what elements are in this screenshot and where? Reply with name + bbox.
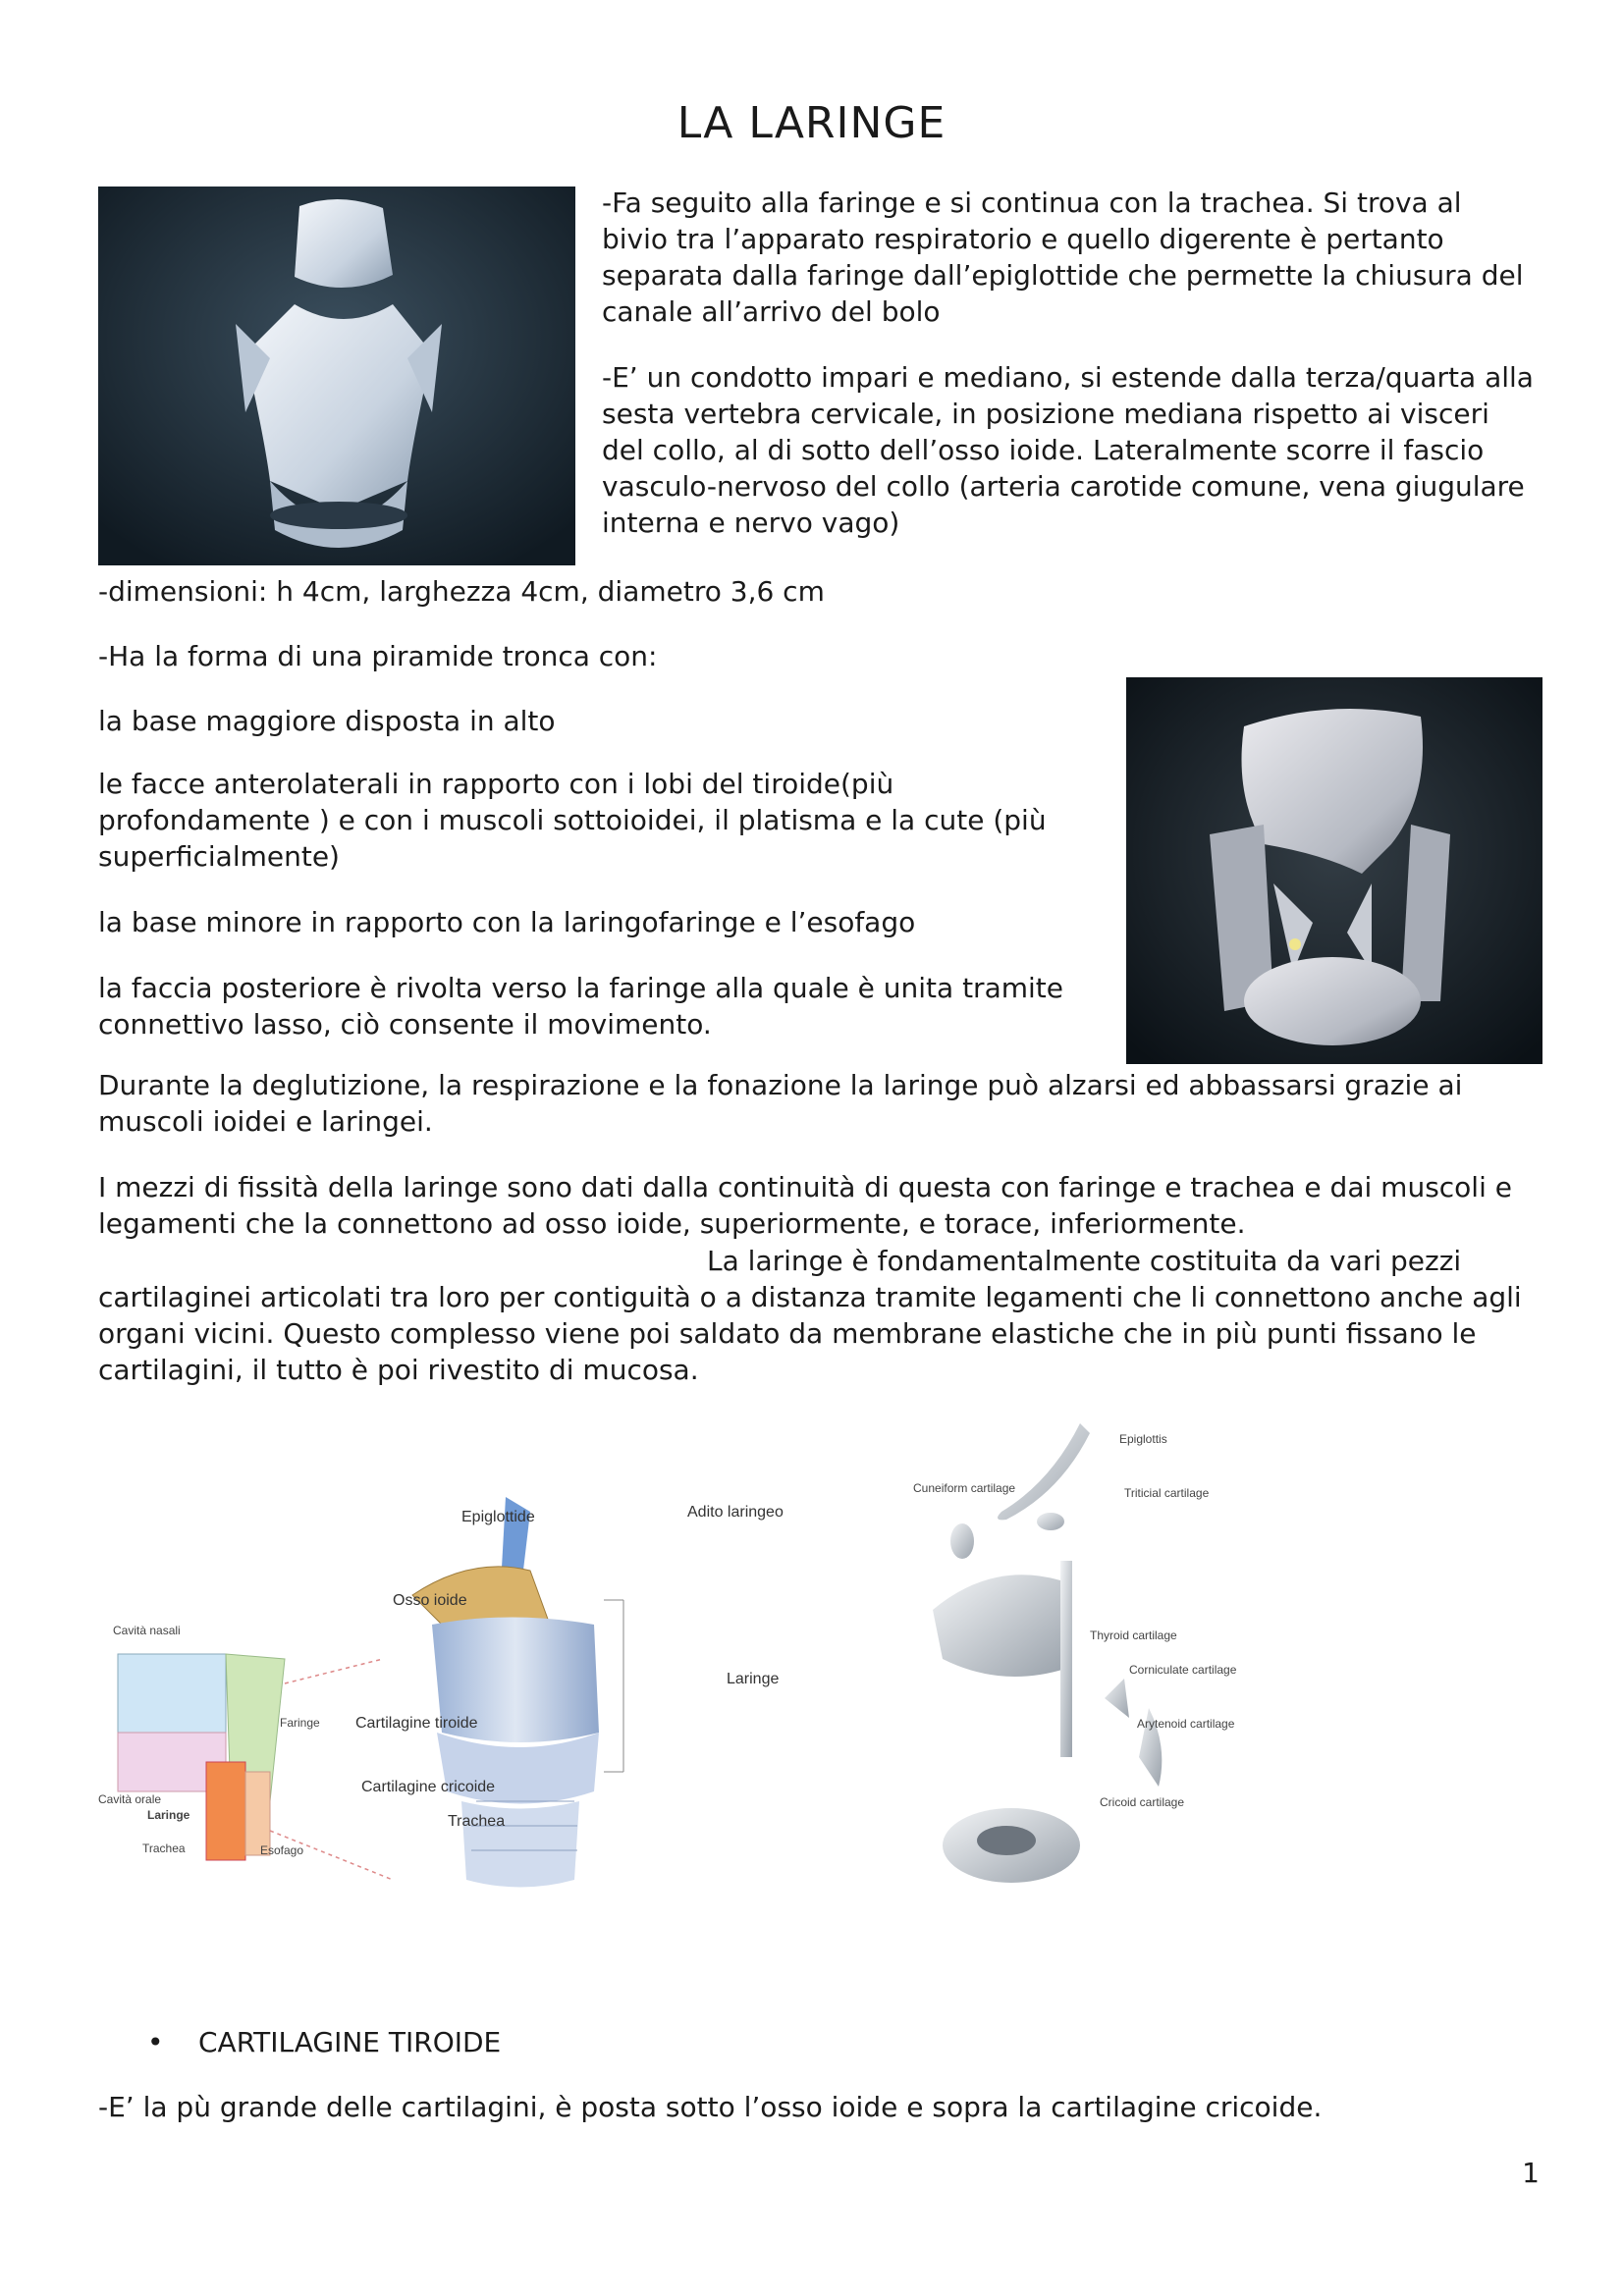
page-title: LA LARINGE: [676, 98, 947, 148]
label-cricoid-cartilage: Cricoid cartilage: [1100, 1795, 1185, 1809]
paragraph-cartilagine-tiroide: -E’ la pù grande delle cartilagini, è posta sotto l’osso ioide e sopra la cartilagine cricoide.: [98, 2091, 1323, 2123]
label-triticial-cartilage: Triticial cartilage: [1124, 1486, 1210, 1500]
larynx-3d-photo-front: [98, 187, 575, 565]
label-faringe: Faringe: [280, 1716, 320, 1730]
paragraph-base-minore: la base minore in rapporto con la laringofaringe e l’esofago: [98, 906, 916, 938]
paragraph-faccia-posteriore: la faccia posteriore è rivolta verso la faringe alla quale è unita tramite connettivo lasso, ciò consente il movimento.: [98, 972, 1063, 1041]
label-arytenoid-cartilage: Arytenoid cartilage: [1137, 1717, 1235, 1731]
label-thyroid-cartilage: Thyroid cartilage: [1090, 1629, 1177, 1642]
label-epiglottis: Epiglottis: [1119, 1432, 1167, 1446]
label-corniculate-cartilage: Corniculate cartilage: [1129, 1663, 1237, 1677]
label-laringe: Laringe: [727, 1671, 780, 1687]
label-cartilagine-cricoide: Cartilagine cricoide: [361, 1779, 496, 1795]
label-cavita-nasali: Cavità nasali: [113, 1624, 181, 1637]
larynx-3d-photo-interior: [1126, 677, 1542, 1064]
label-adito-laringeo: Adito laringeo: [687, 1504, 784, 1521]
paragraph-intro: -Fa seguito alla faringe e si continua con la trachea. Si trova al bivio tra l’apparato respiratorio e quello digerente è pertanto separata dalla faringe dall’epiglottide che permette la chiusura del canale all’arrivo del bolo: [602, 187, 1524, 328]
bullet: •: [147, 2026, 164, 2058]
paragraph-deglutizione: Durante la deglutizione, la respirazione e la fonazione la laringe può alzarsi ed abbassarsi grazie ai muscoli ioidei e laringei.: [98, 1069, 1463, 1138]
label-trachea: Trachea: [448, 1813, 506, 1830]
paragraph-facce-anterolaterali: le facce anterolaterali in rapporto con i lobi del tiroide(più profondamente ) e con i muscoli sottoioidei, il platisma e la cute (più superficialmente): [98, 768, 1047, 873]
label-epiglottide: Epiglottide: [461, 1509, 535, 1525]
page-number: 1: [1522, 2157, 1540, 2189]
laryngeal-cartilages-figure: [913, 1414, 1237, 1904]
paragraph-shape: -Ha la forma di una piramide tronca con:: [98, 640, 658, 672]
label-trachea-small: Trachea: [142, 1842, 186, 1855]
label-osso-ioide: Osso ioide: [393, 1592, 467, 1609]
label-cartilagine-tiroide: Cartilagine tiroide: [355, 1715, 478, 1732]
label-laringe-small: Laringe: [147, 1808, 190, 1822]
label-esofago: Esofago: [260, 1843, 304, 1857]
label-cavita-orale: Cavità orale: [98, 1792, 162, 1806]
section-heading-cartilagine-tiroide: CARTILAGINE TIROIDE: [198, 2026, 502, 2058]
paragraph-costituzione-start: La laringe è fondamentalmente costituita da vari pezzi: [707, 1245, 1462, 1277]
label-cuneiform-cartilage: Cuneiform cartilage: [913, 1481, 1016, 1495]
paragraph-dimensions: -dimensioni: h 4cm, larghezza 4cm, diametro 3,6 cm: [98, 575, 825, 608]
paragraph-fissita: I mezzi di fissità della laringe sono dati dalla continuità di questa con faringe e trachea e dai muscoli e legamenti che la connettono ad osso ioide, superiormente, e torace, inferiormente.: [98, 1171, 1512, 1240]
paragraph-base-maggiore: la base maggiore disposta in alto: [98, 705, 556, 737]
larynx-anatomy-figure: [98, 1477, 805, 1899]
paragraph-costituzione: cartilaginei articolati tra loro per contiguità o a distanza tramite legamenti che li connettono anche agli organi vicini. Questo complesso viene poi saldato da membrane elastiche che in più punti fissano le cartilagini, il tutto è poi rivestito di mucosa.: [98, 1281, 1522, 1386]
paragraph-position: -E’ un condotto impari e mediano, si estende dalla terza/quarta alla sesta vertebra cervicale, in posizione mediana rispetto ai visceri del collo, al di sotto dell’osso ioide. Lateralmente scorre il fascio vasculo-nervoso del collo (arteria carotide comune, vena giugulare interna e nervo vago): [602, 361, 1534, 539]
